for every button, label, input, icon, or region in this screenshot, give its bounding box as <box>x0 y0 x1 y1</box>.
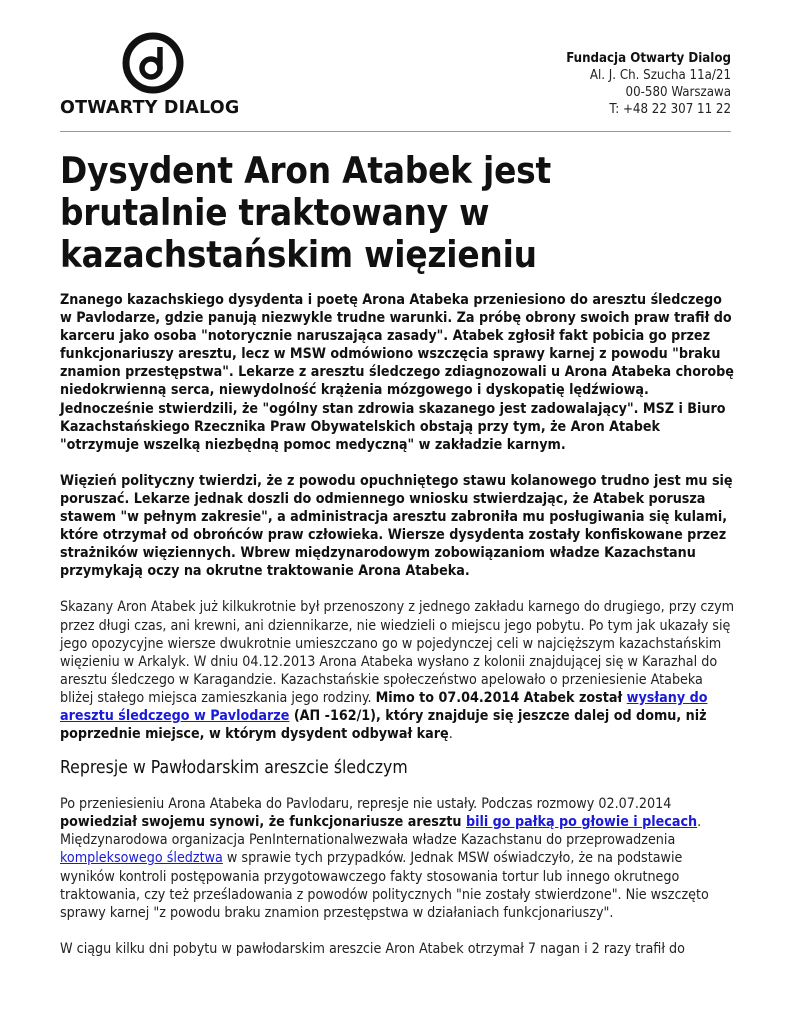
phone-number: T: +48 22 307 11 22 <box>609 102 731 117</box>
article-body <box>60 150 735 958</box>
body-paragraph-transfers <box>60 598 735 743</box>
paragraph-text: Po przeniesieniu Arona Atabeka do Pavlodaru, represje nie ustały. Podczas rozmowy 02.07.2014 <box>60 796 672 813</box>
lead-paragraph-1: Znanego kazachskiego dysydenta i poetę Arona Atabeka przeniesiono do aresztu śledczego w Pavlodarze, gdzie panują niezwykle trudne warunki. Za próbę obrony swoich praw trafił do karceru jako osoba "notorycznie naruszająca zasady". Atabek zgłosił fakt pobicia go przez funkcjonariuszy aresztu, lecz w MSW odmówiono wszczęcia sprawy karnej z powodu "braku znamion przestępstwa". Lekarze z aresztu śledczego zdiagnozowali u Arona Atabeka chorobę niedokrwienną serca, niewydolność krążenia mózgowego i dyskopatię lędźwiową. Jednocześnie stwierdzili, że "ogólny stan zdrowia skazanego jest zadowalający". MSZ i Biuro Kazachstańskiego Rzecznika Praw Obywatelskich obstają przy tym, że Aron Atabek "otrzymuje wszelką niezbędną pomoc medyczną" w zakładzie karnym. <box>60 292 734 453</box>
link-beaten[interactable]: bili go pałką po głowie i plecach <box>465 814 698 831</box>
paragraph-bold-text: Mimo to 07.04.2014 Atabek został <box>375 689 627 706</box>
logo <box>60 32 250 122</box>
link-comprehensive-investigation[interactable]: kompleksowego śledztwa <box>60 850 223 867</box>
header-divider <box>60 131 731 132</box>
organization-name: Fundacja Otwarty Dialog <box>566 51 731 66</box>
body-paragraph-reprimands: W ciągu kilku dni pobytu w pawłodarskim areszcie Aron Atabek otrzymał 7 nagan i 2 razy trafił do <box>60 940 685 957</box>
paragraph-bold-text: powiedział swojemu synowi, że funkcjonariusze aresztu <box>60 814 466 831</box>
section-heading: Represje w Pawłodarskim areszcie śledczym <box>60 758 408 779</box>
article-title: Dysydent Aron Atabek jest brutalnie traktowany w kazachstańskim więzieniu <box>60 149 551 276</box>
paragraph-text: w sprawie tych przypadków. Jednak MSW oświadczyło, że na podstawie wyników kontroli postępowania przygotowawczego fakty stosowania tortur lub innego okrutnego traktowania, czy też prześladowania z powodów politycznych "nie zostały stwierdzone". Nie wszczęto sprawy karnej "z powodu braku znamion przestępstwa w działaniach funkcjonariuszy". <box>60 850 709 921</box>
address-street: Al. J. Ch. Szucha 11a/21 <box>589 68 731 83</box>
otwarty-dialog-logo-icon <box>122 32 184 94</box>
logo-wordmark: OTWARTY DIALOG <box>60 98 240 118</box>
address-city: 00-580 Warszawa <box>625 85 731 100</box>
paragraph-text: . Międzynarodowa organizacja PenInternationalwezwała władze Kazachstanu do przeprowadzenia <box>60 814 702 849</box>
lead-paragraph-2: Więzień polityczny twierdzi, że z powodu opuchniętego stawu kolanowego trudno jest mu się poruszać. Lekarze jednak doszli do odmiennego wniosku stwierdzając, że Atabek porusza stawem "w pełnym zakresie", a administracja aresztu zabroniła mu posługiwania się kulami, które otrzymał od obrońców praw człowieka. Wiersze dysydenta zostały konfiskowane przez strażników więziennych. Wbrew międzynarodowym zobowiązaniom władze Kazachstanu przymykają oczy na okrutne traktowanie Arona Atabeka. <box>60 472 733 580</box>
paragraph-bold-text: (АП -162/1), który znajduje się jeszcze dalej od domu, niż poprzednie miejsce, w którym dysydent odbywał karę <box>60 707 707 743</box>
letterhead <box>0 0 791 135</box>
link-pavlodar-detention[interactable]: wysłany do aresztu śledczego w Pavlodarze <box>60 689 708 724</box>
body-paragraph-repressions <box>60 795 735 922</box>
paragraph-text: Skazany Aron Atabek już kilkukrotnie był przenoszony z jednego zakładu karnego do drugiego, przy czym przez długi czas, ani krewni, ani dziennikarze, nie wiedzieli o miejscu jego pobytu. Po tym jak ukazały się jego opozycyjne wiersze dwukrotnie umieszczano go w pojedynczej celi w najcięższym kazachstańskim więzieniu w Arkalyk. W dniu 04.12.2013 Arona Atabeka wysłano z kolonii znajdującej się w Karazhal do aresztu śledczego w Karagandzie. Kazachstańskie społeczeństwo apelowało o przeniesienie Atabeka bliżej stałego miejsca zamieszkania jego rodziny. <box>60 599 735 706</box>
paragraph-text: . <box>448 726 453 743</box>
organization-address <box>566 50 731 118</box>
